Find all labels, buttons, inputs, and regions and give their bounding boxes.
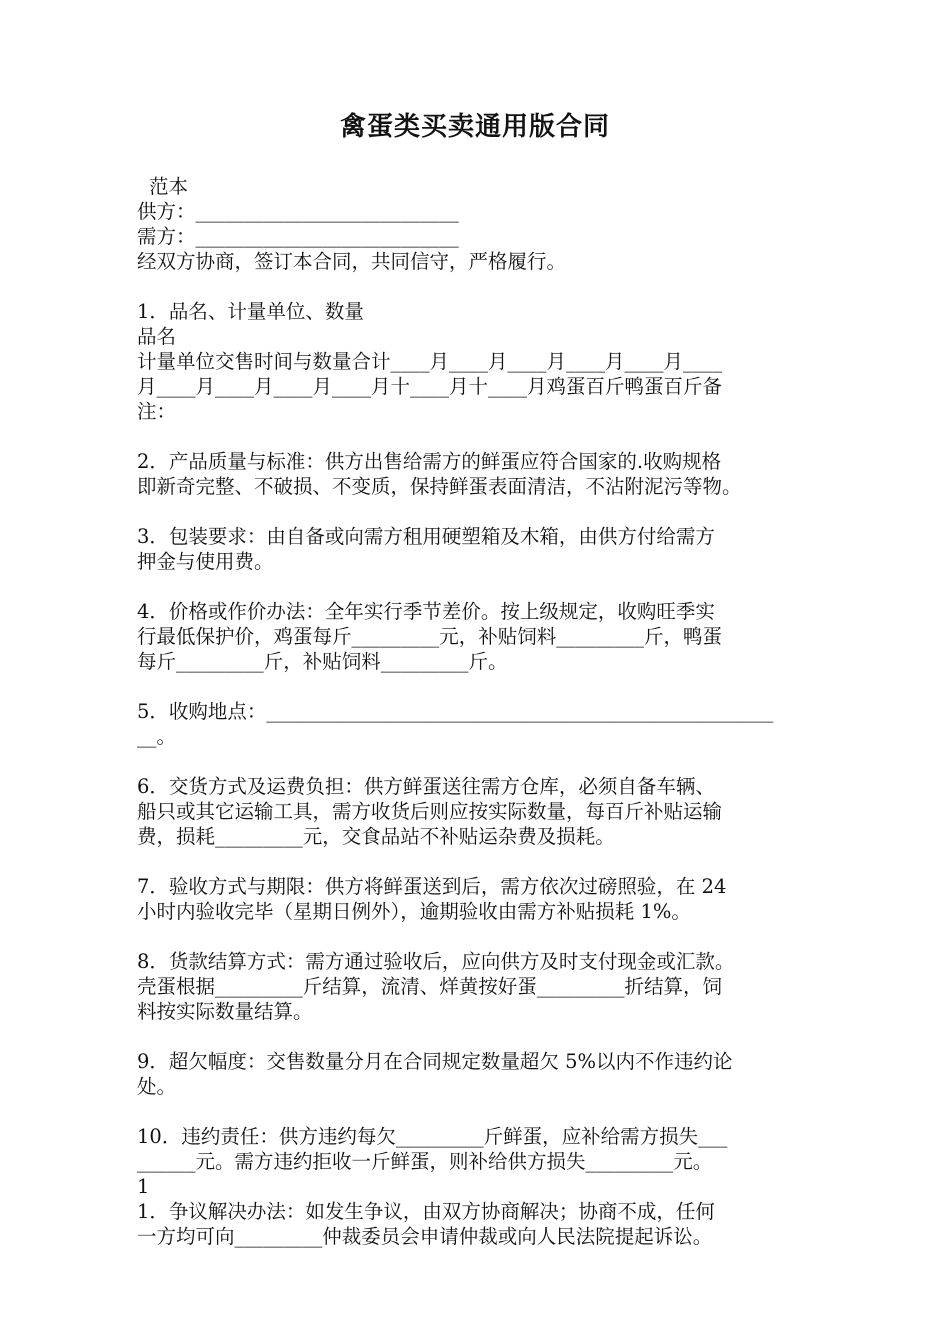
document-body: [137, 174, 817, 1249]
blank-line: [137, 749, 817, 774]
text-line: 9．超欠幅度：交售数量分月在合同规定数量超欠 5%以内不作违约论: [137, 1050, 733, 1073]
text-line: 供方：___________________________: [137, 200, 459, 223]
text-line: 壳蛋根据_________斤结算，流清、烊黄按好蛋_________折结算，饲: [137, 975, 723, 998]
text-line: 6．交货方式及运费负担：供方鲜蛋送往需方仓库，必须自备车辆、: [137, 775, 715, 798]
text-line: 行最低保护价，鸡蛋每斤_________元，补贴饲料_________斤，鸭蛋: [137, 625, 723, 648]
text-line: 注：: [137, 400, 177, 423]
text-line: 每斤_________斤，补贴饲料_________斤。: [137, 650, 508, 673]
document-title: 禽蛋类买卖通用版合同: [339, 112, 610, 142]
blank-line: [137, 274, 817, 299]
text-line: ______元。需方违约拒收一斤鲜蛋，则补给供方损失_________元。: [137, 1150, 713, 1173]
text-line: __。: [137, 725, 177, 748]
text-line: 需方：___________________________: [137, 225, 459, 248]
blank-line: [137, 574, 817, 599]
text-line: 处。: [137, 1075, 177, 1098]
section-heading: 1．品名、计量单位、数量: [137, 300, 364, 323]
text-line: 品名: [137, 325, 177, 348]
text-line: 月____月____月____月____月十____月十____月鸡蛋百斤鸭蛋百斤备: [137, 375, 723, 398]
text-line: 7．验收方式与期限：供方将鲜蛋送到后，需方依次过磅照验，在 24: [137, 875, 727, 898]
blank-line: [137, 1024, 817, 1049]
text-line: 5．收购地点：____________________________________________________: [137, 700, 774, 723]
text-line: 押金与使用费。: [137, 550, 274, 573]
text-line: 小时内验收完毕（星期日例外），逾期验收由需方补贴损耗 1%。: [137, 900, 691, 923]
text-line: 即新奇完整、不破损、不变质，保持鲜蛋表面清洁，不沾附泥污等物。: [137, 475, 742, 498]
text-line: 经双方协商，签订本合同，共同信守，严格履行。: [137, 250, 567, 273]
blank-line: [137, 499, 817, 524]
blank-line: [137, 674, 817, 699]
text-line: 8．货款结算方式：需方通过验收后，应向供方及时支付现金或汇款。: [137, 950, 735, 973]
text-line: 4．价格或作价办法：全年实行季节差价。按上级规定，收购旺季实: [137, 600, 715, 623]
text-line: 费，损耗_________元，交食品站不补贴运杂费及损耗。: [137, 825, 615, 848]
blank-line: [137, 924, 817, 949]
page-number: 1: [137, 1175, 150, 1198]
text-line: 1．争议解决办法：如发生争议，由双方协商解决；协商不成，任何: [137, 1200, 715, 1223]
blank-line: [137, 424, 817, 449]
text-line: 范本: [149, 175, 189, 198]
text-line: 一方均可向_________仲裁委员会申请仲裁或向人民法院提起诉讼。: [137, 1225, 713, 1248]
text-line: 10．违约责任：供方违约每欠_________斤鲜蛋，应补给需方损失___: [137, 1125, 728, 1148]
text-line: 3．包装要求：由自备或向需方租用硬塑箱及木箱，由供方付给需方: [137, 525, 715, 548]
text-line: 船只或其它运输工具，需方收货后则应按实际数量，每百斤补贴运输: [137, 800, 723, 823]
blank-line: [137, 849, 817, 874]
blank-line: [137, 1099, 817, 1124]
text-line: 料按实际数量结算。: [137, 1000, 313, 1023]
text-line: 计量单位交售时间与数量合计____月____月____月____月____月____: [137, 350, 723, 373]
text-line: 2．产品质量与标准：供方出售给需方的鲜蛋应符合国家的.收购规格: [137, 450, 722, 473]
